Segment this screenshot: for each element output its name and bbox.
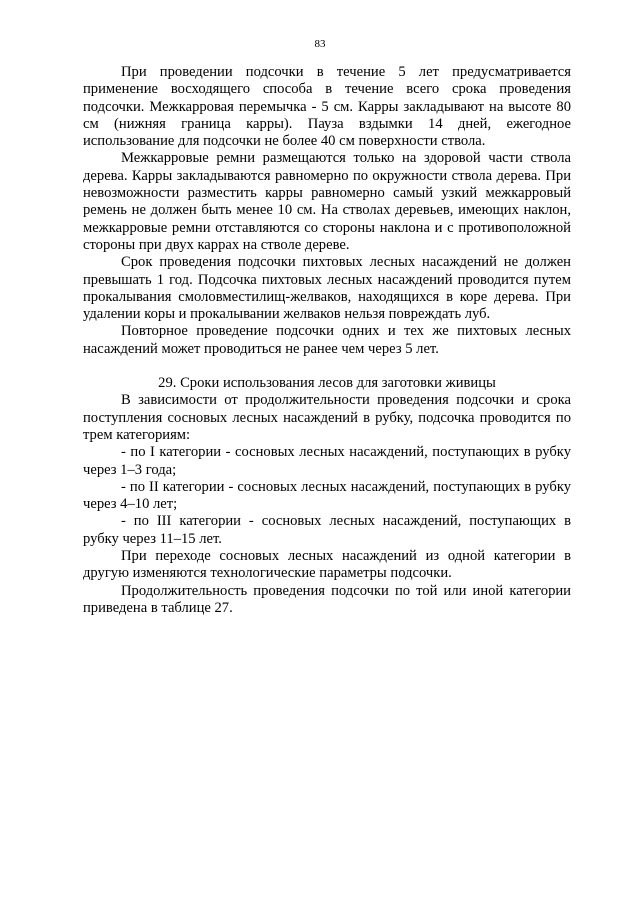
- paragraph-inter-carr-belts: Межкарровые ремни размещаются только на здоровой части ствола дерева. Карры закладываются равномерно по окружности ствола дерева. При невозможности разместить карры равномерно самый узкий межкарровый ремень не должен быть менее 10 см. На стволах деревьев, имеющих наклон, межкарровые ремни отставляются со стороны наклона и с противоположной стороны при двух каррах на стволе дереве.: [83, 150, 571, 253]
- paragraph-repeat-tapping: Повторное проведение подсочки одних и тех же пихтовых лесных насаждений может проводиться не ранее чем через 5 лет.: [83, 323, 571, 357]
- list-item-category-2: - по II категории - сосновых лесных насаждений, поступающих в рубку через 4–10 лет;: [83, 478, 571, 513]
- paragraph-tapping-5-years: При проведении подсочки в течение 5 лет предусматривается применение восходящего способа в течение всего срока проведения подсочки. Межкарровая перемычка - 5 см. Карры закладывают на высоте 80 см (нижняя граница карры). Пауза вздымки 14 дней, ежегодное использование для подсочки не более 40 см поверхности ствола.: [83, 64, 571, 150]
- paragraph-categories-intro: В зависимости от продолжительности проведения подсочки и срока поступления сосновых лесных насаждений в рубку, подсочка проводится по трем категориям:: [83, 392, 571, 443]
- list-item-category-3: - по III категории - сосновых лесных насаждений, поступающих в рубку через 11–15 лет.: [83, 513, 571, 547]
- paragraph-table-reference: Продолжительность проведения подсочки по той или иной категории приведена в таблице 27.: [83, 582, 571, 616]
- paragraph-fir-tapping-term: Срок проведения подсочки пихтовых лесных насаждений не должен превышать 1 год. Подсочка пихтовых лесных насаждений проводится путем прокалывания смоловместилищ-желваков, находящихся в коре дерева. При удалении коры и прокалывании желваков нельзя повреждать луб.: [83, 254, 571, 323]
- paragraph-category-transition: При переходе сосновых лесных насаждений из одной категории в другую изменяются технологические параметры подсочки.: [83, 548, 571, 582]
- section-spacer: [83, 358, 571, 375]
- body-text: [83, 64, 571, 617]
- section-heading: 29. Сроки использования лесов для заготовки живицы: [158, 375, 496, 392]
- list-item-category-1: - по I категории - сосновых лесных насаждений, поступающих в рубку через 1–3 года;: [83, 444, 571, 478]
- page-number: 83: [314, 38, 326, 50]
